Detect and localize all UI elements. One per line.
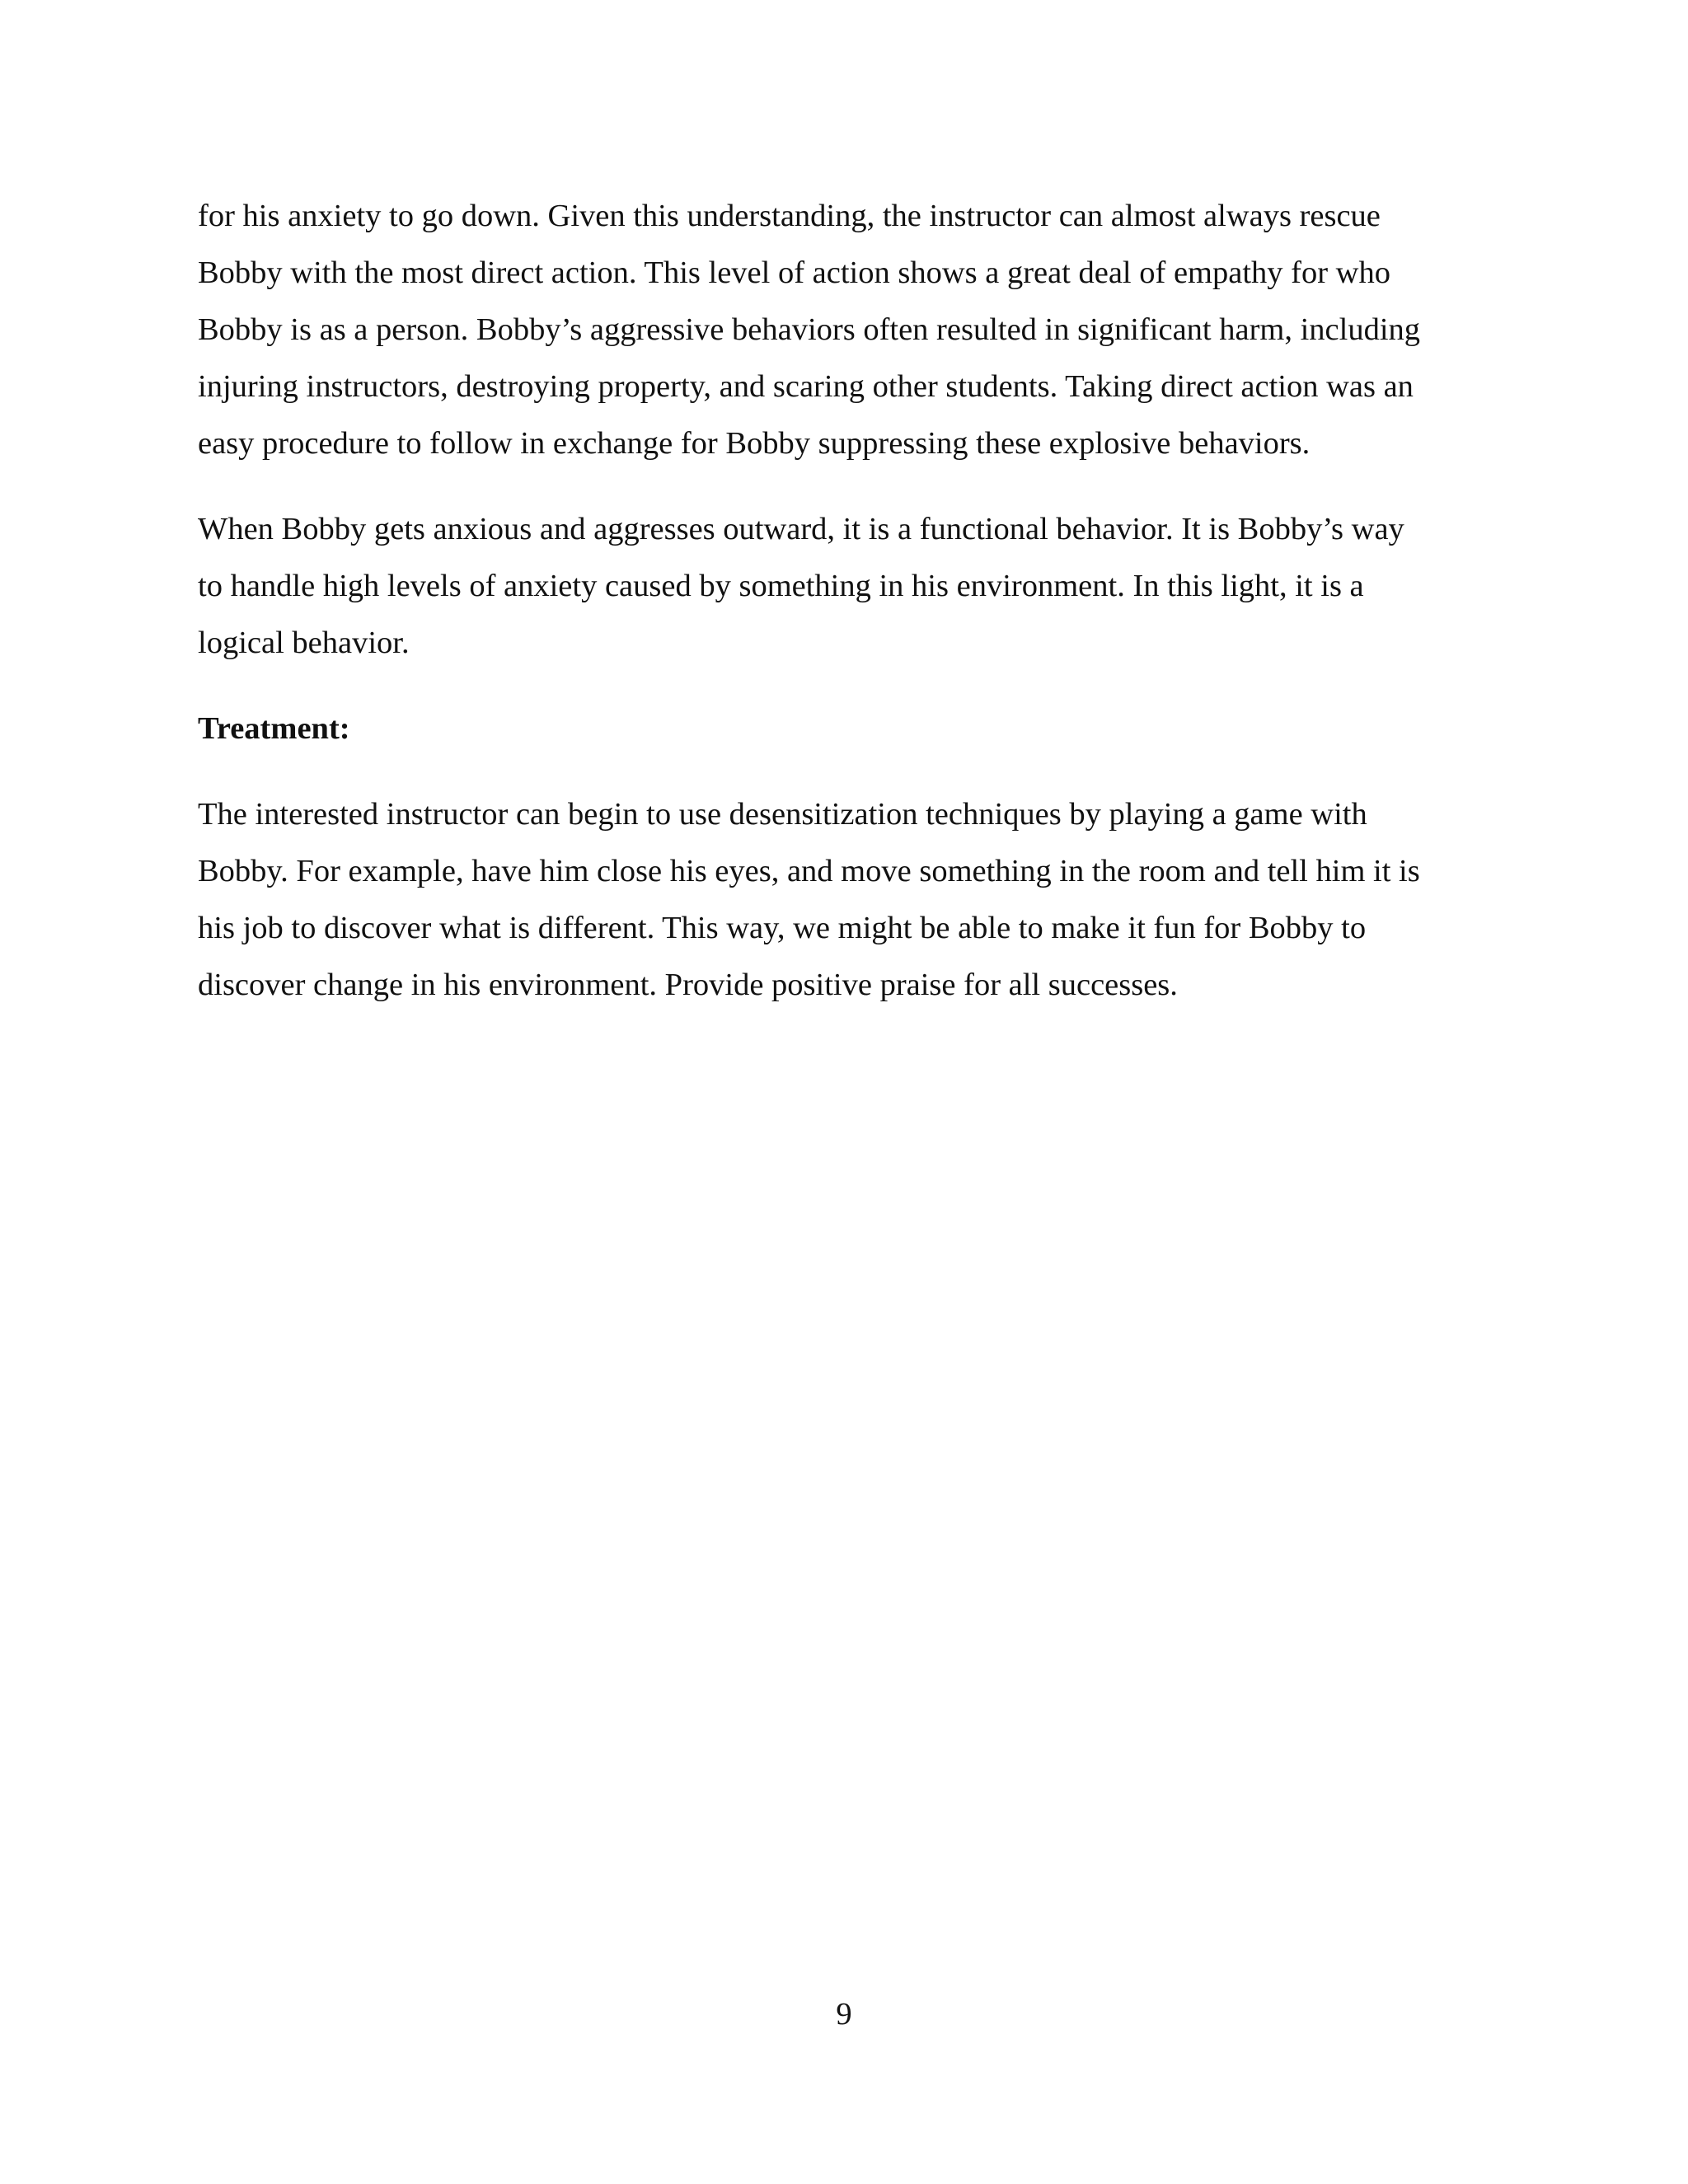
text-line: Bobby is as a person. Bobby’s aggressive behaviors often resulted in significant harm, including: [198, 312, 1421, 347]
text-line: to handle high levels of anxiety caused by something in his environment. In this light, it is a: [198, 569, 1364, 603]
paragraph-anxiety-rescue: [198, 188, 1500, 472]
text-line: The interested instructor can begin to use desensitization techniques by playing a game with: [198, 797, 1367, 832]
paragraph-treatment: [198, 786, 1500, 1014]
page-number: 9: [836, 1997, 852, 2032]
text-line: discover change in his environment. Provide positive praise for all successes.: [198, 968, 1178, 1002]
text-line: Bobby. For example, have him close his eyes, and move something in the room and tell him it is: [198, 854, 1420, 888]
text-line: for his anxiety to go down. Given this understanding, the instructor can almost always rescue: [198, 199, 1381, 233]
section-heading-treatment: Treatment:: [198, 711, 350, 746]
page-content: [198, 188, 1500, 1043]
text-line: his job to discover what is different. This way, we might be able to make it fun for Bobby to: [198, 911, 1367, 945]
text-line: When Bobby gets anxious and aggresses outward, it is a functional behavior. It is Bobby’s way: [198, 512, 1404, 546]
text-line: injuring instructors, destroying property, and scaring other students. Taking direct action was an: [198, 369, 1414, 404]
paragraph-functional-behavior: [198, 501, 1500, 672]
text-line: Bobby with the most direct action. This level of action shows a great deal of empathy for who: [198, 255, 1390, 290]
text-line: logical behavior.: [198, 626, 410, 660]
text-line: easy procedure to follow in exchange for Bobby suppressing these explosive behaviors.: [198, 426, 1311, 461]
